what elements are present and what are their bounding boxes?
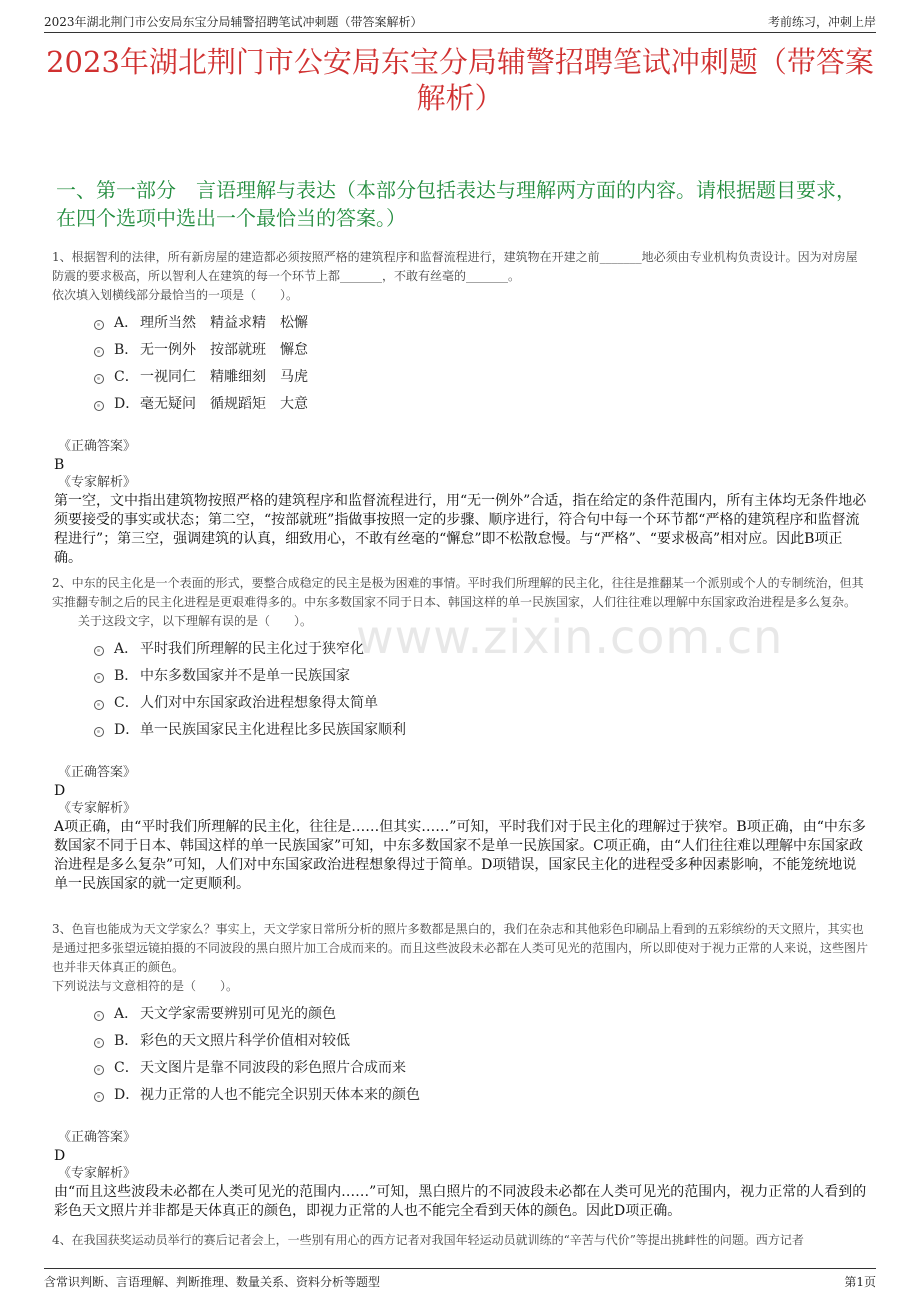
radio-icon[interactable]: [94, 727, 104, 737]
option-letter: B．: [114, 668, 139, 684]
options-list: [52, 310, 868, 418]
option-text: 理所当然 精益求精 松懈: [140, 315, 308, 331]
radio-icon[interactable]: [94, 1038, 104, 1048]
explanation-text: 第一空，文中指出建筑物按照严格的建筑程序和监督流程进行，用“无一例外”合适，指在给定的条件范围内，所有主体均无条件地必须要接受的事实或状态；第二空，“按部就班”指做事按照一定的步骤、顺序进行，符合句中每一个环节都“严格的建筑程序和监督流程进行”；第三空，强调建筑的认真，细致用心，不敢有丝毫的“懈怠”即不松散怠慢。与“严格”、“要求极高”相对应。因此B项正确。: [54, 493, 867, 566]
option-text: 天文图片是靠不同波段的彩色照片合成而来: [140, 1060, 406, 1076]
explanation-label: 《专家解析》: [58, 1166, 137, 1181]
options-list: [52, 636, 868, 744]
option-text: 无一例外 按部就班 懈怠: [140, 342, 308, 358]
question-3: [52, 920, 868, 1221]
option-d[interactable]: [52, 1082, 868, 1109]
option-text: 视力正常的人也不能完全识别天体本来的颜色: [140, 1087, 420, 1103]
page-number: 第1页: [844, 1275, 876, 1289]
answer-label: 《正确答案》: [58, 765, 137, 780]
radio-icon[interactable]: [94, 1011, 104, 1021]
option-b[interactable]: [52, 337, 868, 364]
answer-label: 《正确答案》: [58, 1130, 137, 1145]
option-text: 人们对中东国家政治进程想象得太简单: [140, 695, 378, 711]
option-c[interactable]: [52, 1055, 868, 1082]
option-letter: B．: [114, 1033, 139, 1049]
radio-icon[interactable]: [94, 673, 104, 683]
option-letter: C．: [114, 369, 139, 385]
question-2: [52, 574, 868, 894]
page-header: [44, 10, 876, 33]
section-heading: 一、第一部分 言语理解与表达（本部分包括表达与理解两方面的内容。请根据题目要求，在四个选项中选出一个最恰当的答案。）: [56, 178, 856, 230]
answer-value: D: [54, 1148, 66, 1164]
option-a[interactable]: [52, 1001, 868, 1028]
options-list: [52, 1001, 868, 1109]
option-text: 天文学家需要辨别可见光的颜色: [140, 1006, 336, 1022]
option-letter: A．: [114, 1006, 139, 1022]
page-footer: [44, 1268, 876, 1291]
header-doc-title: 2023年湖北荆门市公安局东宝分局辅警招聘笔试冲刺题（带答案解析）: [44, 15, 423, 29]
radio-icon[interactable]: [94, 646, 104, 656]
radio-icon[interactable]: [94, 374, 104, 384]
answer-value: D: [54, 783, 66, 799]
radio-icon[interactable]: [94, 401, 104, 411]
question-prompt: 下列说法与文意相符的是（ ）。: [52, 979, 239, 993]
answer-label: 《正确答案》: [58, 439, 137, 454]
option-letter: A．: [114, 641, 139, 657]
option-text: 中东多数国家并不是单一民族国家: [140, 668, 350, 684]
document-title: 2023年湖北荆门市公安局东宝分局辅警招聘笔试冲刺题（带答案解析）: [46, 45, 874, 115]
question-stem: 4、在我国获奖运动员举行的赛后记者会上，一些别有用心的西方记者对我国年轻运动员就训练的“辛苦与代价”等提出挑衅性的问题。西方记者: [52, 1233, 804, 1247]
option-a[interactable]: [52, 310, 868, 337]
question-prompt: 关于这段文字，以下理解有误的是（ ）。: [78, 614, 313, 628]
question-stem: 1、根据智利的法律，所有新房屋的建造都必须按照严格的建筑程序和监督流程进行，建筑物在开建之前_______地必须由专业机构负责设计。因为对房屋防震的要求极高，所以智利人在建筑的每一个环节上都_______，不敢有丝毫的_______。: [52, 250, 858, 283]
radio-icon[interactable]: [94, 700, 104, 710]
option-text: 平时我们所理解的民主化过于狭窄化: [140, 641, 364, 657]
option-letter: B．: [114, 342, 139, 358]
watermark: www.zixin.com.cn: [356, 610, 784, 664]
explanation-text: 由“而且这些波段未必都在人类可见光的范围内……”可知，黑白照片的不同波段未必都在人类可见光的范围内，视力正常的人看到的彩色天文照片并非都是天体真正的颜色，即视力正常的人也不能完全看到天体的颜色。因此D项正确。: [54, 1184, 867, 1219]
question-prompt: 依次填入划横线部分最恰当的一项是（ ）。: [52, 288, 299, 302]
option-c[interactable]: [52, 364, 868, 391]
footer-note: 含常识判断、言语理解、判断推理、数量关系、资料分析等题型: [44, 1275, 381, 1289]
option-a[interactable]: [52, 636, 868, 663]
question-1: [52, 248, 868, 568]
option-letter: C．: [114, 695, 139, 711]
radio-icon[interactable]: [94, 320, 104, 330]
option-text: 毫无疑问 循规蹈矩 大意: [140, 396, 308, 412]
question-stem: 3、色盲也能成为天文学家么？事实上，天文学家日常所分析的照片多数都是黑白的，我们在杂志和其他彩色印刷品上看到的五彩缤纷的天文照片，其实也是通过把多张望远镜拍摄的不同波段的黑白照片加工合成而来的。而且这些波段未必都在人类可见光的范围内，所以即使对于视力正常的人来说，这些图片也并非天体真正的颜色。: [52, 922, 869, 974]
explanation-label: 《专家解析》: [58, 801, 137, 816]
answer-value: B: [54, 457, 65, 473]
option-d[interactable]: [52, 391, 868, 418]
radio-icon[interactable]: [94, 1092, 104, 1102]
option-b[interactable]: [52, 1028, 868, 1055]
radio-icon[interactable]: [94, 347, 104, 357]
option-letter: D．: [114, 1087, 140, 1103]
option-letter: A．: [114, 315, 139, 331]
radio-icon[interactable]: [94, 1065, 104, 1075]
option-letter: D．: [114, 722, 140, 738]
question-stem: 2、中东的民主化是一个表面的形式，要整合成稳定的民主是极为困难的事情。平时我们所理解的民主化，往往是推翻某一个派别或个人的专制统治，但其实推翻专制之后的民主化进程是更艰难得多的。中东多数国家不同于日本、韩国这样的单一民族国家，人们往往难以理解中东国家政治进程是多么复杂。: [52, 576, 864, 609]
explanation-text: A项正确，由“平时我们所理解的民主化，往往是……但其实……”可知，平时我们对于民主化的理解过于狭窄。B项正确，由“中东多数国家不同于日本、韩国这样的单一民族国家”可知，中东多数国家不是单一民族国家。C项正确，由“人们往往难以理解中东国家政治进程是多么复杂”可知，人们对中东国家政治进程想象得过于简单。D项错误，国家民主化的进程受多种因素影响，不能笼统地说单一民族国家的就一定更顺利。: [54, 819, 866, 892]
option-text: 单一民族国家民主化进程比多民族国家顺利: [140, 722, 406, 738]
question-4: [52, 1231, 868, 1250]
option-letter: C．: [114, 1060, 139, 1076]
option-d[interactable]: [52, 717, 868, 744]
header-slogan: 考前练习，冲刺上岸: [767, 15, 876, 29]
explanation-label: 《专家解析》: [58, 475, 137, 490]
option-text: 一视同仁 精雕细刻 马虎: [140, 369, 308, 385]
option-c[interactable]: [52, 690, 868, 717]
option-text: 彩色的天文照片科学价值相对较低: [140, 1033, 350, 1049]
option-letter: D．: [114, 396, 140, 412]
option-b[interactable]: [52, 663, 868, 690]
